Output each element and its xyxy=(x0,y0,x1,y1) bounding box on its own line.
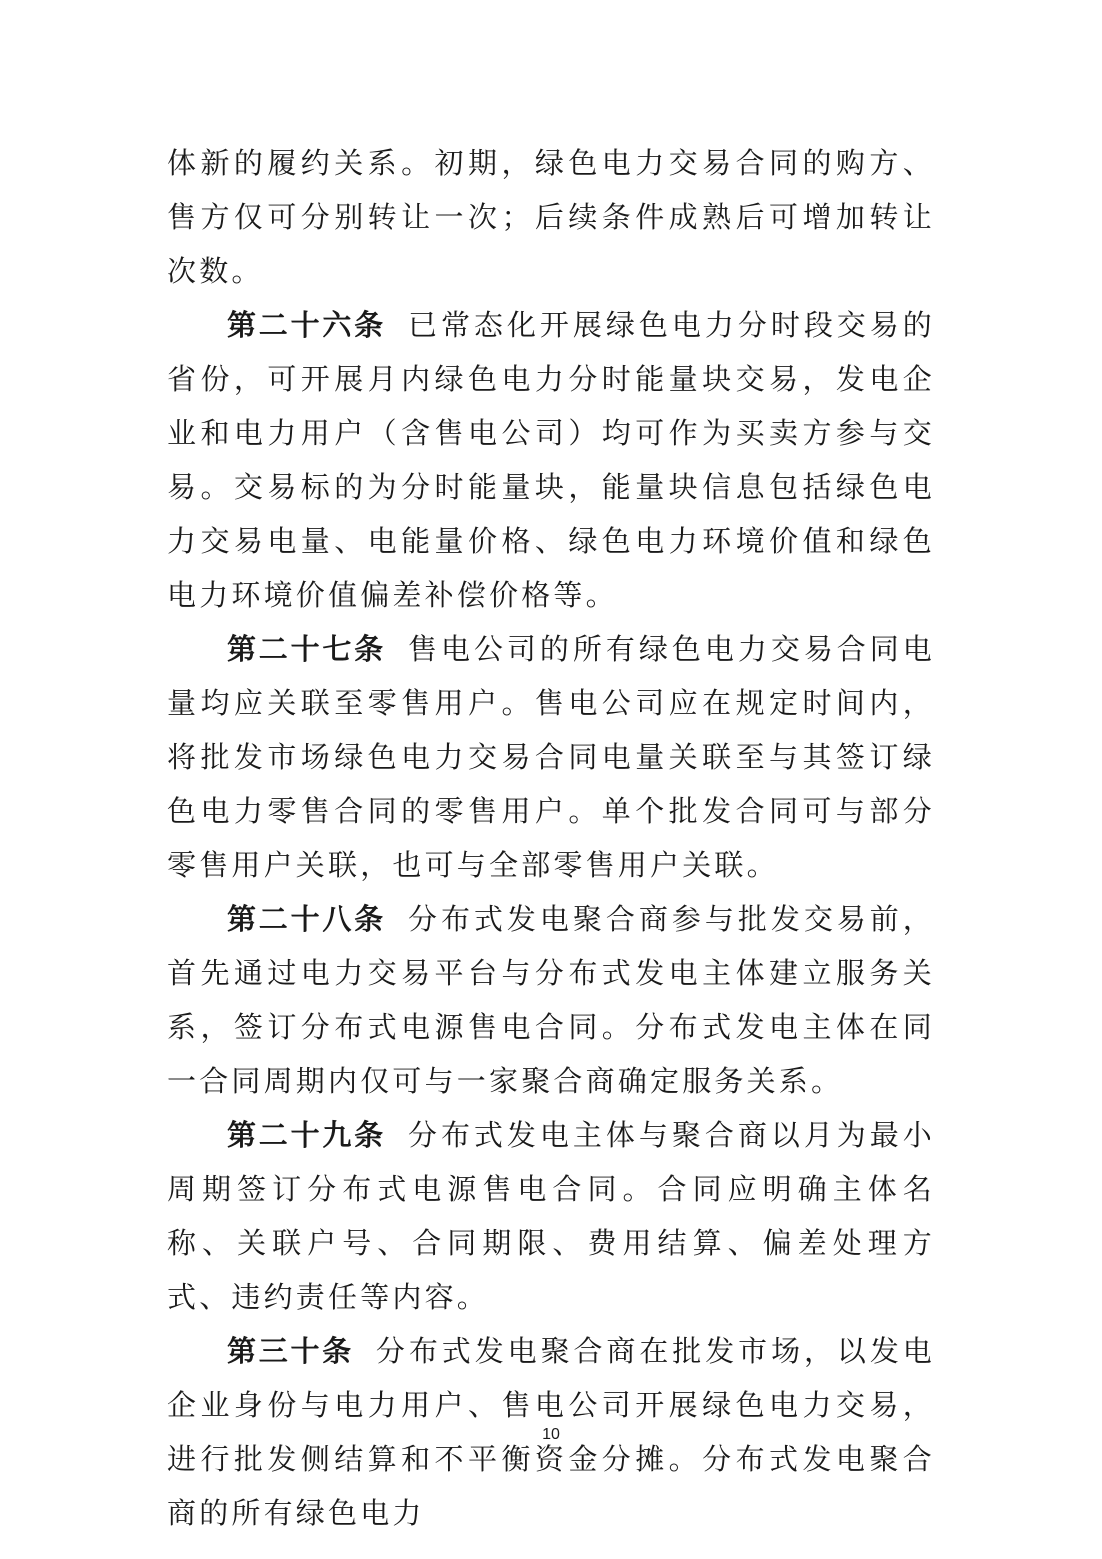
article-heading: 第二十八条 xyxy=(227,902,386,936)
article-heading: 第二十六条 xyxy=(227,308,386,342)
article-28 xyxy=(167,892,935,1108)
article-29 xyxy=(167,1108,935,1324)
article-text: 已常态化开展绿色电力分时段交易的省份，可开展月内绿色电力分时能量块交易，发电企业和电力用户（含售电公司）均可作为买卖方参与交易。交易标的为分时能量块，能量块信息包括绿色电力交易电量、电能量价格、绿色电力环境价值和绿色电力环境价值偏差补偿价格等。 xyxy=(167,308,935,612)
paragraph-continuation xyxy=(167,136,935,298)
article-heading: 第二十九条 xyxy=(227,1118,386,1152)
article-text: 分布式发电聚合商在批发市场，以发电企业身份与电力用户、售电公司开展绿色电力交易，进行批发侧结算和不平衡资金分摊。分布式发电聚合商的所有绿色电力 xyxy=(167,1334,935,1530)
article-27 xyxy=(167,622,935,892)
article-text: 售电公司的所有绿色电力交易合同电量均应关联至零售用户。售电公司应在规定时间内，将批发市场绿色电力交易合同电量关联至与其签订绿色电力零售合同的零售用户。单个批发合同可与部分零售用户关联，也可与全部零售用户关联。 xyxy=(167,632,935,882)
paragraph-text: 体新的履约关系。初期，绿色电力交易合同的购方、售方仅可分别转让一次；后续条件成熟后可增加转让次数。 xyxy=(167,146,935,288)
article-heading: 第三十条 xyxy=(227,1334,354,1368)
article-text: 分布式发电聚合商参与批发交易前，首先通过电力交易平台与分布式发电主体建立服务关系，签订分布式电源售电合同。分布式发电主体在同一合同周期内仅可与一家聚合商确定服务关系。 xyxy=(167,902,935,1098)
document-body xyxy=(167,136,935,1540)
article-26 xyxy=(167,298,935,622)
page-number: 10 xyxy=(542,1426,560,1443)
article-text: 分布式发电主体与聚合商以月为最小周期签订分布式电源售电合同。合同应明确主体名称、关联户号、合同期限、费用结算、偏差处理方式、违约责任等内容。 xyxy=(167,1118,935,1314)
article-heading: 第二十七条 xyxy=(227,632,386,666)
